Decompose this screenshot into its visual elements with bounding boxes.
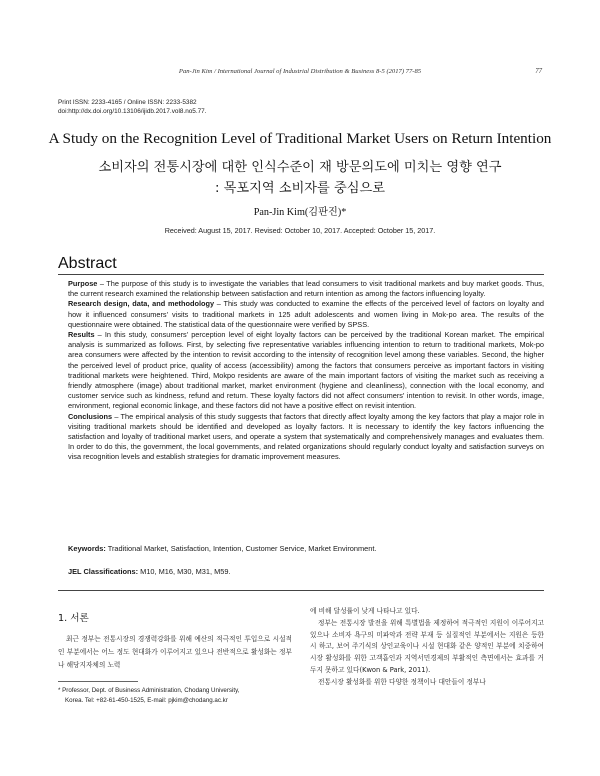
- design-text: – This study was conducted to examine the effects of the perceived level of factors on loyalty and how it influenced consumers' visits to traditional markets in 125 adult adolescents and women living in Mok-po area. The results of the questionnaire were obtained. The statistical data of the questionnaire were verified by SPSS.: [68, 299, 545, 329]
- results-label: Results: [68, 330, 95, 340]
- jel-line: [68, 567, 544, 576]
- section-heading-introduction: 1. 서론: [58, 613, 89, 624]
- keywords-text: Traditional Market, Satisfaction, Intention, Customer Service, Market Environment.: [105, 544, 377, 553]
- abstract-heading: Abstract: [58, 255, 117, 272]
- footnote-line-1: * Professor, Dept. of Business Administration, Chodang University,: [58, 687, 240, 694]
- korean-title-line-1: 소비자의 전통시장에 대한 인식수준이 재 방문의도에 미치는 영향 연구: [98, 160, 502, 175]
- footnote-divider: [58, 681, 138, 682]
- purpose-label: Purpose: [68, 279, 98, 288]
- korean-title-line-2: : 목포지역 소비자를 중심으로: [215, 181, 385, 196]
- abstract-divider: [58, 274, 544, 275]
- footnote-line-2: Korea. Tel: +82-61-450-1525, E-mail: pjkim@chodang.ac.kr: [65, 696, 228, 704]
- author-name: Pan-Jin Kim(김판진)*: [253, 207, 347, 218]
- abstract-body: [68, 279, 544, 463]
- right-continuation-line: 에 비해 달성률이 낮게 나타나고 있다.: [310, 607, 420, 615]
- keywords-divider: [58, 590, 544, 591]
- abstract-purpose: [68, 279, 544, 299]
- right-paragraph-2: 전통시장 활성화를 위한 다양한 정책이나 대안들이 정부나: [318, 677, 486, 686]
- right-paragraph-1: 정부는 전통시장 발전을 위해 특별법을 제정하여 적극적인 지원이 이루어지고 있으나 소비자 욕구의 미파악과 전략 부재 등 실질적인 부분에서는 지원은 등한 시 하고, 보여 주기식의 상인교육이나 시설 현대화 같은 양적인 부분에 치중하여 시장 활성화를 위한 고객흡인과 지역서민경제의 부활적인 측면에서는 효과를 거두지 못하고 있다(Kwon & Park, 2011).: [310, 618, 544, 674]
- keywords-label: Keywords:: [68, 544, 106, 553]
- issn-block: [58, 98, 207, 116]
- jel-text: M10, M16, M30, M31, M59.: [138, 567, 231, 576]
- submission-dates: Received: August 15, 2017. Revised: October 10, 2017. Accepted: October 15, 2017.: [164, 226, 436, 235]
- purpose-text: – The purpose of this study is to investigate the variables that lead consumers to visit traditional markets and buy market goods. Thus, the current research examined the relationship between satisfaction and return intention as among the factors influencing loyalty.: [68, 279, 544, 299]
- running-head: Pan-Jin Kim / International Journal of Industrial Distribution & Business 8-5 (2017) 77-85: [178, 68, 422, 75]
- abstract-design: [68, 299, 544, 330]
- paper-title-korean: [0, 157, 600, 199]
- design-label: Research design, data, and methodology: [68, 299, 215, 309]
- abstract-results: [68, 330, 544, 412]
- introduction-paragraph-left: 최근 정부는 전통시장의 경쟁력강화를 위해 예산의 적극적인 투입으로 시설적인 부분에서는 어느 정도 현대화가 이루어지고 있으나 전반적으로 활성화는 정부나 해당지자체의 노력: [58, 635, 292, 670]
- conclusions-label: Conclusions: [68, 411, 113, 421]
- doi-line[interactable]: doi:http://dx.doi.org/10.13106/ijidb.2017.vol8.no5.77.: [58, 108, 207, 115]
- jel-label: JEL Classifications:: [68, 567, 139, 576]
- paper-title-english: A Study on the Recognition Level of Traditional Market Users on Return Intention: [48, 130, 552, 147]
- issn-line: Print ISSN: 2233-4165 / Online ISSN: 2233-5382: [58, 99, 197, 106]
- page-number: 77: [535, 68, 542, 75]
- abstract-conclusions: [68, 412, 544, 463]
- conclusions-text: – The empirical analysis of this study suggests that factors that directly affect loyalty among the key factors that play a major role in visiting traditional markets should be identified and developed as loyalty factors. It is necessary to identify the key factors influencing the satisfaction and loyalty of traditional market users, and operate a system that systematically and comprehensively manages and evaluates them. In order to do this, the government, the local governments, and related organizations should regularly conduct loyalty and satisfaction surveys on visa recognition levels and establish strategies for dramatic improvement measures.: [68, 411, 544, 462]
- introduction-column-right: [310, 606, 544, 689]
- keywords-line: [68, 544, 544, 553]
- author-footnote: [58, 686, 292, 705]
- results-text: – In this study, consumers' perception level of eight loyalty factors can be perceived by the traditional Korean market. The empirical analysis is summarized as follows. First, by selecting five representative variables influencing intention to return to traditional markets, Mok-po area consumers were affected by the intention to revisit according to the intensity of recognition level among these variables. Second, the higher the perceived level of product price, quality of access (accessibility) among the factors that consumers perceive as important factors in visiting traditional markets were heightened. Third, Mokpo residents are aware of the main important factors of visiting the market such as receiving a friendly atmosphere (image) about traditional market, market environment (hygiene and cleanliness), connection with the local economy, and customer service such as kindness, refund and return. These loyalty factors did not affect consumers' intention to revisit. In other words, image, environment, regional economic linkage, and these factors did not have a positive effect on revisit intention.: [68, 330, 544, 411]
